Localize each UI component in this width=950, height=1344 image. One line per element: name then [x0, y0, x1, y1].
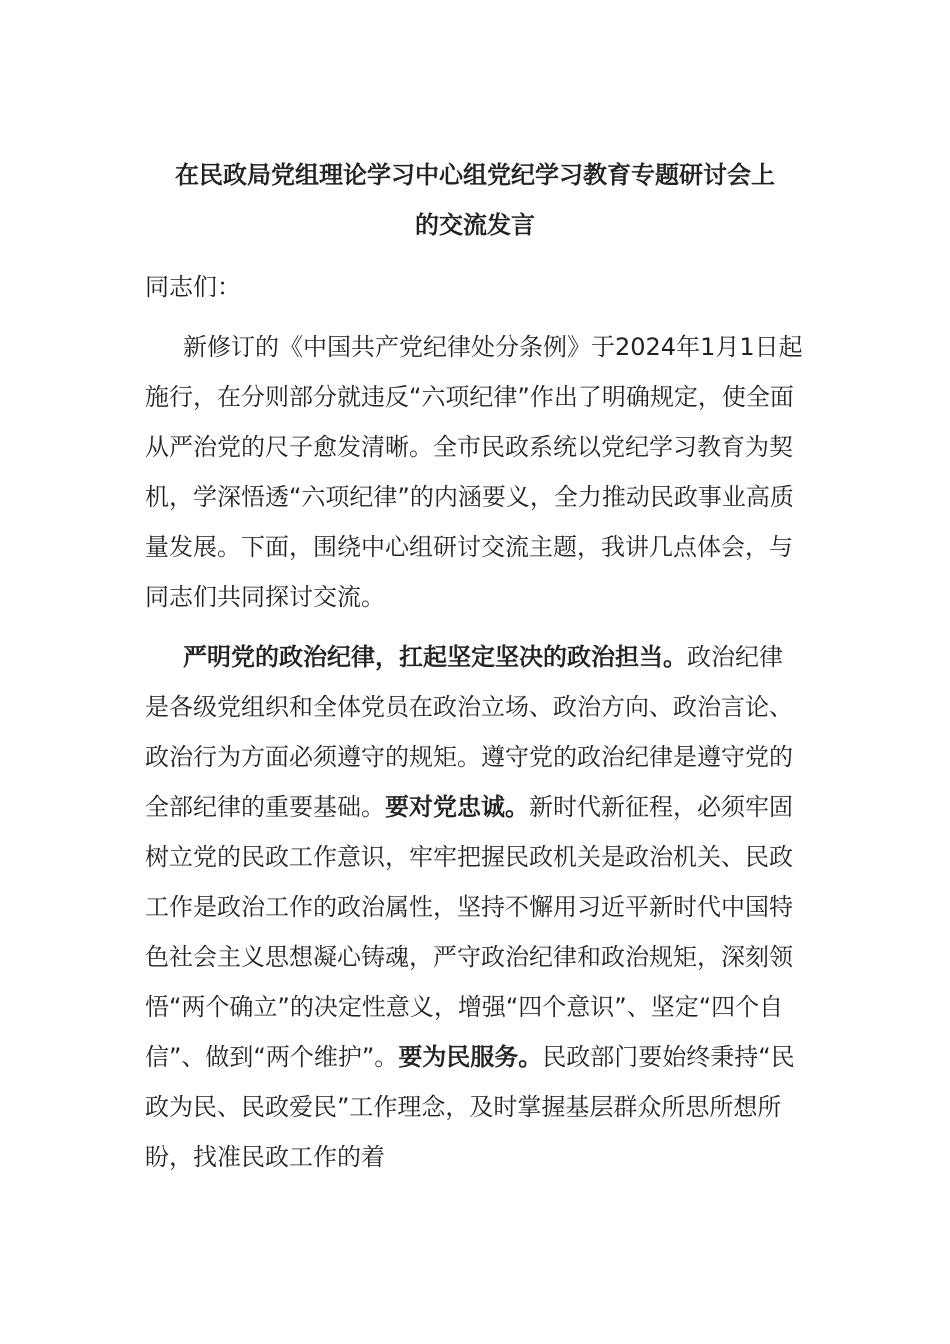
paragraph-political-discipline [145, 632, 805, 1182]
subheading-serve-people: 要为民服务。 [398, 1043, 543, 1071]
subheading-loyalty: 要对党忠诚。 [385, 793, 529, 821]
section-heading-political-discipline: 严明党的政治纪律，扛起坚定坚决的政治担当。 [183, 643, 687, 671]
document-page [145, 150, 805, 1182]
title-line-1: 在民政局党组理论学习中心组党纪学习教育专题研讨会上 [175, 161, 775, 189]
paragraph-text-2: 新时代新征程，必须牢固树立党的民政工作意识，牢牢把握民政机关是政治机关、民政工作是政治工作的政治属性，坚持不懈用习近平新时代中国特色社会主义思想凝心铸魂，严守政治纪律和政治规矩，深刻领悟“两个确立”的决定性意义，增强“四个意识”、坚定“四个自信”、做到“两个维护”。 [145, 793, 793, 1071]
salutation: 同志们： [145, 273, 241, 301]
paragraph-text-3: 民政部门要始终秉持“民政为民、民政爱民”工作理念，及时掌握基层群众所思所想所盼，找准民政工作的着 [145, 1043, 795, 1171]
document-title [125, 150, 825, 250]
paragraph-intro: 新修订的《中国共产党纪律处分条例》于2024年1月1日起施行，在分则部分就违反“六项纪律”作出了明确规定，使全面从严治党的尺子愈发清晰。全市民政系统以党纪学习教育为契机，学深悟透“六项纪律”的内涵要义，全力推动民政事业高质量发展。下面，围绕中心组研讨交流主题，我讲几点体会，与同志们共同探讨交流。 [145, 333, 803, 611]
paragraph-text-1: 政治纪律是各级党组织和全体党员在政治立场、政治方向、政治言论、政治行为方面必须遵守的规矩。遵守党的政治纪律是遵守党的全部纪律的重要基础。 [145, 643, 793, 821]
title-line-2: 的交流发言 [415, 211, 535, 239]
